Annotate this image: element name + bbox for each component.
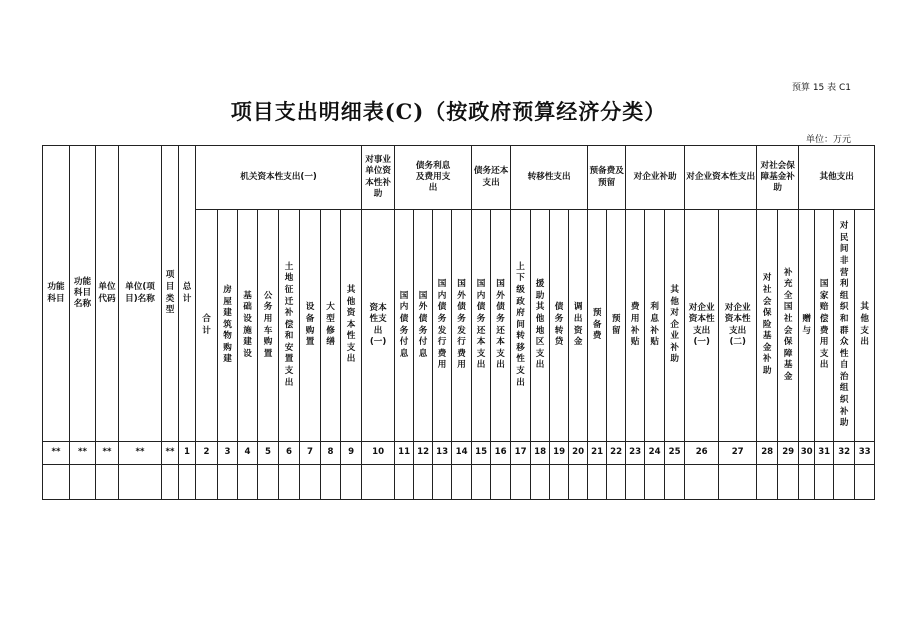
index-cell: 21 bbox=[588, 442, 607, 465]
index-cell: 17 bbox=[511, 442, 531, 465]
group-transfer: 转移性支出 bbox=[511, 146, 588, 210]
index-cell: 26 bbox=[685, 442, 719, 465]
header-grand-total: 总计 bbox=[179, 146, 196, 442]
index-cell: 9 bbox=[341, 442, 362, 465]
col-header: 基础设施建设 bbox=[238, 210, 258, 442]
page-title: 项目支出明细表(C)（按政府预算经济分类） bbox=[230, 99, 667, 124]
index-cell: 31 bbox=[815, 442, 834, 465]
col-header: 国内债务还本支出 bbox=[472, 210, 491, 442]
index-cell: 32 bbox=[834, 442, 855, 465]
group-header-row bbox=[43, 146, 875, 210]
col-header: 国外债务还本支出 bbox=[491, 210, 511, 442]
index-cell: 19 bbox=[550, 442, 569, 465]
col-header: 大型修缮 bbox=[321, 210, 341, 442]
index-cell: 4 bbox=[238, 442, 258, 465]
index-cell: 7 bbox=[300, 442, 321, 465]
col-header: 费用补贴 bbox=[626, 210, 645, 442]
index-cell: ** bbox=[43, 442, 70, 465]
index-cell: ** bbox=[119, 442, 162, 465]
index-cell: ** bbox=[70, 442, 96, 465]
col-header: 国外债务发行费用 bbox=[452, 210, 472, 442]
col-header: 国家赔偿费用支出 bbox=[815, 210, 834, 442]
index-cell: 10 bbox=[362, 442, 395, 465]
expenditure-table bbox=[42, 145, 875, 500]
col-header: 上下级政府间转移性支出 bbox=[511, 210, 531, 442]
col-header: 对企业资本性支出(一) bbox=[685, 210, 719, 442]
index-cell: 11 bbox=[395, 442, 414, 465]
col-header: 合计 bbox=[196, 210, 218, 442]
col-header: 预备费 bbox=[588, 210, 607, 442]
col-header: 国内债务付息 bbox=[395, 210, 414, 442]
index-cell: 20 bbox=[569, 442, 588, 465]
form-number: 预算 15 表 C1 bbox=[791, 83, 851, 93]
col-header: 公务用车购置 bbox=[258, 210, 279, 442]
index-cell: 25 bbox=[665, 442, 685, 465]
index-cell: 27 bbox=[719, 442, 757, 465]
index-cell: 5 bbox=[258, 442, 279, 465]
group-enterprise-subsidy: 对企业补助 bbox=[626, 146, 685, 210]
index-cell: 8 bbox=[321, 442, 341, 465]
index-cell: 2 bbox=[196, 442, 218, 465]
index-cell: 16 bbox=[491, 442, 511, 465]
index-cell: 13 bbox=[433, 442, 452, 465]
group-org-capital: 机关资本性支出(一) bbox=[196, 146, 362, 210]
index-cell: 22 bbox=[607, 442, 626, 465]
index-cell: 1 bbox=[179, 442, 196, 465]
col-header: 设备购置 bbox=[300, 210, 321, 442]
index-cell: 24 bbox=[645, 442, 665, 465]
col-header: 预留 bbox=[607, 210, 626, 442]
col-header: 补充全国社会保障基金 bbox=[778, 210, 799, 442]
col-header: 对社会保险基金补助 bbox=[757, 210, 778, 442]
unit-label: 单位：万元 bbox=[805, 135, 851, 145]
col-header: 赠与 bbox=[799, 210, 815, 442]
col-header: 国外债务付息 bbox=[414, 210, 433, 442]
group-other: 其他支出 bbox=[799, 146, 875, 210]
group-institution-capital: 对事业单位资本性补助 bbox=[362, 146, 395, 210]
index-cell: ** bbox=[162, 442, 179, 465]
col-header: 其他资本性支出 bbox=[341, 210, 362, 442]
index-cell: 33 bbox=[855, 442, 875, 465]
col-header: 其他支出 bbox=[855, 210, 875, 442]
col-header: 资本性支出(一) bbox=[362, 210, 395, 442]
index-cell: 3 bbox=[218, 442, 238, 465]
index-cell: 6 bbox=[279, 442, 300, 465]
index-cell: ** bbox=[96, 442, 119, 465]
col-header: 调出资金 bbox=[569, 210, 588, 442]
index-cell: 15 bbox=[472, 442, 491, 465]
col-header: 对民间非营利组织和群众性自治组织补助 bbox=[834, 210, 855, 442]
col-header: 国内债务发行费用 bbox=[433, 210, 452, 442]
col-header: 土地征迁补偿和安置支出 bbox=[279, 210, 300, 442]
group-debt-principal: 债务还本支出 bbox=[472, 146, 511, 210]
header-function-name: 功能科目名称 bbox=[70, 146, 96, 442]
group-enterprise-capital: 对企业资本性支出 bbox=[685, 146, 757, 210]
empty-data-row bbox=[43, 465, 875, 500]
col-header: 债务转贷 bbox=[550, 210, 569, 442]
header-function-code: 功能科目 bbox=[43, 146, 70, 442]
index-cell: 18 bbox=[531, 442, 550, 465]
index-cell: 14 bbox=[452, 442, 472, 465]
group-debt-interest: 债务利息及费用支出 bbox=[395, 146, 472, 210]
header-project-type: 项目类型 bbox=[162, 146, 179, 442]
col-header: 对企业资本性支出(二) bbox=[719, 210, 757, 442]
index-cell: 30 bbox=[799, 442, 815, 465]
group-social-security: 对社会保障基金补助 bbox=[757, 146, 799, 210]
index-row bbox=[43, 442, 875, 465]
index-cell: 23 bbox=[626, 442, 645, 465]
index-cell: 28 bbox=[757, 442, 778, 465]
col-header: 援助其他地区支出 bbox=[531, 210, 550, 442]
header-unit-name: 单位(项目)名称 bbox=[119, 146, 162, 442]
header-unit-code: 单位代码 bbox=[96, 146, 119, 442]
col-header: 其他对企业补助 bbox=[665, 210, 685, 442]
col-header: 房屋建筑物购建 bbox=[218, 210, 238, 442]
col-header: 利息补贴 bbox=[645, 210, 665, 442]
index-cell: 29 bbox=[778, 442, 799, 465]
index-cell: 12 bbox=[414, 442, 433, 465]
group-reserve: 预备费及预留 bbox=[588, 146, 626, 210]
